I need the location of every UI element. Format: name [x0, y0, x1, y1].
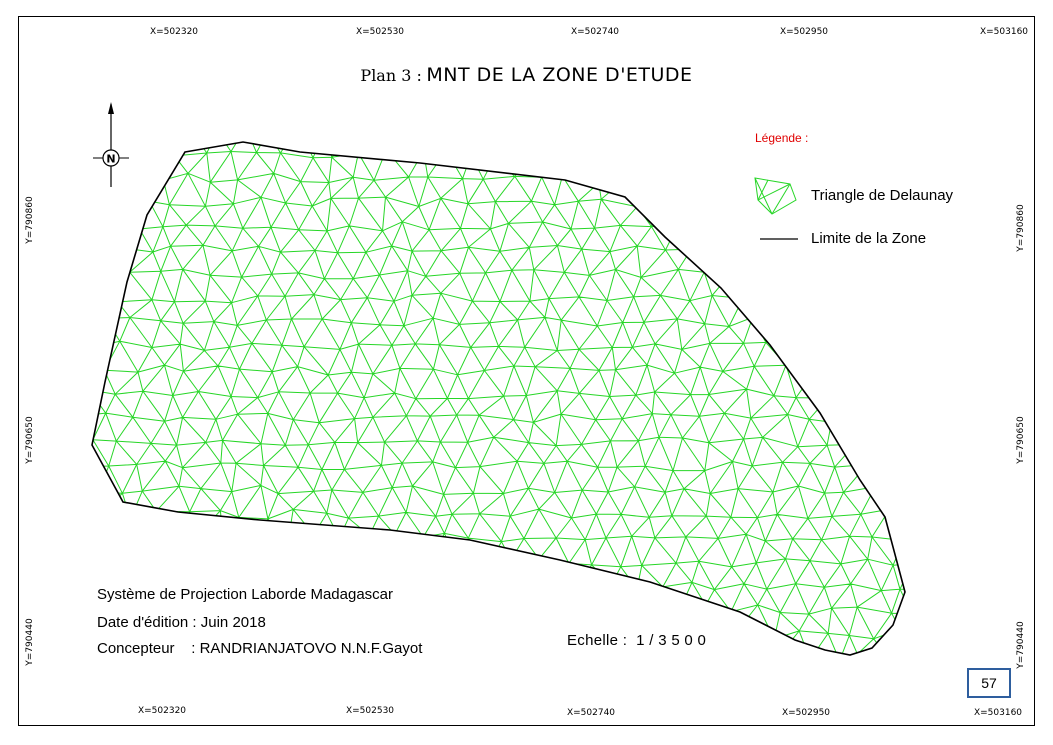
coord-right-y-2: Y=790650: [1016, 416, 1026, 464]
legend-label-triangle: Triangle de Delaunay: [811, 187, 954, 204]
zone-boundary-line: [92, 142, 905, 655]
page-number-box: 57: [967, 668, 1011, 698]
coord-bottom-x-1: X=502320: [137, 706, 187, 716]
coord-left-y-3: Y=790440: [25, 618, 35, 666]
coord-bottom-x-2: X=502530: [345, 706, 395, 716]
designer-line: [97, 640, 422, 657]
designer-value: : RANDRIANJATOVO N.N.F.Gayot: [191, 640, 423, 657]
coord-bottom-x-3: X=502740: [566, 708, 616, 718]
north-letter: N: [106, 152, 116, 166]
scale-value: 1 / 3 5 0 0: [636, 632, 707, 649]
scale-line: [567, 632, 706, 649]
coord-top-x-3: X=502740: [570, 27, 620, 37]
coord-top-x-1: X=502320: [149, 27, 199, 37]
north-arrow-icon: [93, 102, 129, 187]
coord-top-x-5: X=503160: [979, 27, 1029, 37]
coord-top-x-4: X=502950: [779, 27, 829, 37]
coord-bottom-x-5: X=503160: [973, 708, 1023, 718]
coord-top-x-2: X=502530: [355, 27, 405, 37]
coord-bottom-x-4: X=502950: [781, 708, 831, 718]
title-prefix: Plan 3 :: [360, 66, 422, 85]
title-main: MNT DE LA ZONE D'ETUDE: [426, 64, 693, 86]
map-title: [0, 64, 1053, 86]
legend-label-boundary: Limite de la Zone: [811, 230, 927, 247]
edition-date-text: Date d'édition : Juin 2018: [97, 614, 266, 631]
legend-heading: Légende :: [755, 131, 809, 145]
scale-label: Echelle :: [567, 632, 628, 649]
coord-right-y-1: Y=790860: [1016, 204, 1026, 252]
coord-right-y-3: Y=790440: [1016, 621, 1026, 669]
designer-label: Concepteur: [97, 640, 175, 657]
coord-left-y-1: Y=790860: [25, 196, 35, 244]
coord-left-y-2: Y=790650: [25, 416, 35, 464]
projection-text: Système de Projection Laborde Madagascar: [97, 586, 394, 603]
legend-triangle-mesh-icon: [755, 178, 796, 214]
